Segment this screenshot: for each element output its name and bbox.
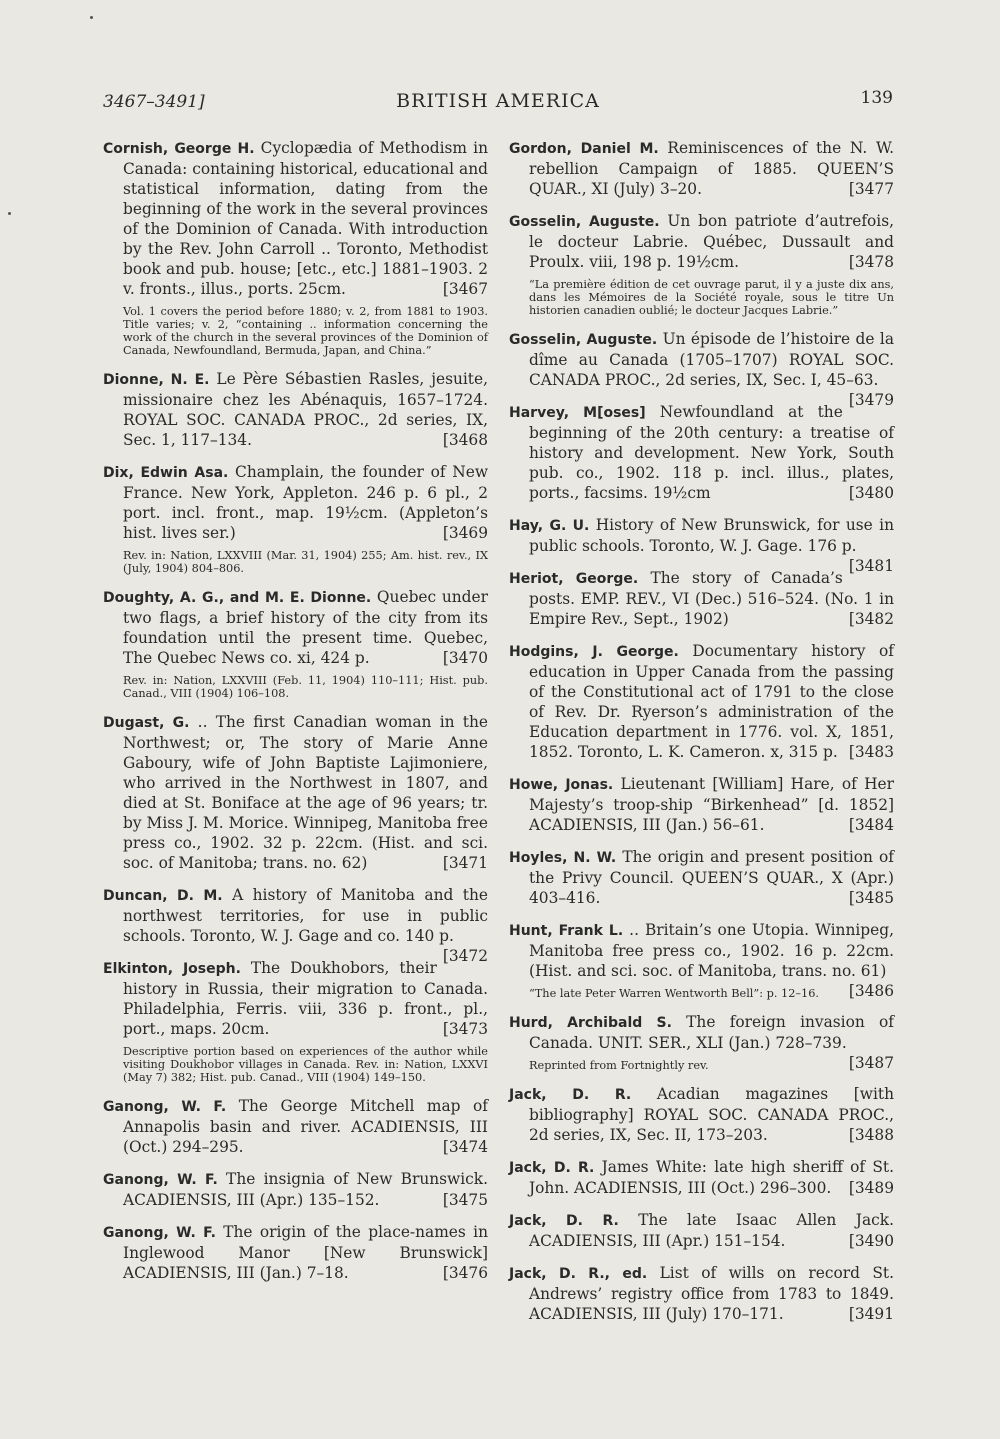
entry-text: List of wills on record St. Andrews’ registry office from 1783 to 1849. ACADIENSIS, III (July) 170–171.	[529, 1264, 894, 1323]
bibliography-entry	[103, 1222, 488, 1283]
entry-author: Hay, G. U.	[509, 518, 590, 534]
entry-number: [3476	[442, 1264, 488, 1282]
entry-text: .. Britain’s one Utopia. Winnipeg, Manitoba free press co., 1902. 16 p. 22cm. (Hist. and sci. soc. of Manitoba, trans. no. 61)	[529, 921, 895, 980]
entry-author: Ganong, W. F.	[103, 1172, 218, 1188]
entry-number: [3475	[442, 1191, 488, 1209]
entry-number: [3486	[848, 982, 894, 1000]
entry-text: Le Père Sébastien Rasles, jesuite, missionaire chez les Abénaquis, 1657–1724. ROYAL SOC. CANADA PROC., 2d series, IX, Sec. 1, 117–134.	[123, 370, 488, 449]
entry-author: Jack, D. R.	[509, 1087, 632, 1103]
entry-number: [3473	[442, 1020, 488, 1038]
entry-author: Howe, Jonas.	[509, 777, 614, 793]
entry-text: Un bon patriote d’autrefois, le docteur Labrie. Québec, Dussault and Proulx. viii, 198 p. 19½cm.	[529, 212, 894, 271]
entry-text: Newfoundland at the beginning of the 20th century: a treatise of history and development. New York, South pub. co., 1902. 118 p. incl. illus., plates, ports., facsims. 19½cm	[529, 403, 894, 502]
bibliography-entry	[509, 1263, 894, 1324]
right-column	[509, 138, 894, 1336]
entry-number: [3470	[442, 649, 488, 667]
bibliography-entry	[103, 138, 488, 299]
entry-text: Un épisode de l’histoire de la dîme au Canada (1705–1707) ROYAL SOC. CANADA PROC., 2d series, IX, Sec. I, 45–63.	[529, 330, 894, 389]
entry-author: Doughty, A. G., and M. E. Dionne.	[103, 590, 372, 606]
entry-text: Champlain, the founder of New France. New York, Appleton. 246 p. 6 pl., 2 port. incl. front., map. 19½cm. (Appleton’s hist. lives ser.)	[123, 463, 489, 542]
entry-text: The Doukhobors, their history in Russia, their migration to Canada. Philadelphia, Ferris. viii, 336 p. front., pl., port., maps. 20cm.	[123, 959, 488, 1038]
entry-author: Duncan, D. M.	[103, 888, 223, 904]
entry-text: James White: late high sheriff of St. John. ACADIENSIS, III (Oct.) 296–300.	[529, 1158, 894, 1197]
running-header	[103, 88, 893, 118]
entry-author: Hoyles, N. W.	[509, 850, 617, 866]
entry-text: Cyclopædia of Methodism in Canada: containing historical, educational and statistical information, dating from the beginning of the work in the several provinces of the Dominion of Canada. With introduction by the Rev. John Carroll .. Toronto, Methodist book and pub. house; [etc., etc.] 1881–1903. 2 v. fronts., illus., ports. 25cm.	[123, 139, 488, 298]
entry-text: The George Mitchell map of Annapolis basin and river. ACADIENSIS, III (Oct.) 294–295.	[123, 1097, 488, 1156]
bibliography-entry	[509, 1210, 894, 1251]
entry-number: [3478	[848, 253, 894, 271]
entry-author: Ganong, W. F.	[103, 1225, 216, 1241]
entry-author: Gosselin, Auguste.	[509, 332, 658, 348]
bibliography-entry	[509, 402, 894, 503]
bibliography-entry	[103, 958, 488, 1039]
entry-text: Reminiscences of the N. W. rebellion Campaign of 1885. QUEEN’S QUAR., XI (July) 3–20.	[529, 139, 894, 198]
paper-speck	[90, 16, 93, 19]
entry-number: [3487	[848, 1054, 894, 1072]
bibliography-entry	[103, 1096, 488, 1157]
entry-number: [3490	[848, 1232, 894, 1250]
entry-author: Jack, D. R.	[509, 1160, 595, 1176]
entry-text: The insignia of New Brunswick. ACADIENSIS, III (Apr.) 135–152.	[123, 1170, 488, 1209]
page-number: 139	[860, 88, 893, 108]
entry-number: [3469	[442, 524, 488, 542]
entry-author: Hunt, Frank L.	[509, 923, 624, 939]
bibliography-entry	[509, 515, 894, 575]
bibliography-entry	[509, 847, 894, 908]
bibliography-entry	[509, 1157, 894, 1198]
entry-author: Jack, D. R., ed.	[509, 1266, 648, 1282]
entry-number: [3491	[848, 1305, 894, 1323]
bibliography-entry	[509, 774, 894, 835]
entry-number: [3468	[442, 431, 488, 449]
entry-author: Gosselin, Auguste.	[509, 214, 660, 230]
bibliography-entry	[509, 211, 894, 272]
entry-number: [3479	[848, 391, 894, 409]
entry-number: [3474	[442, 1138, 488, 1156]
entry-number: [3480	[848, 484, 894, 502]
left-column	[103, 138, 488, 1295]
entry-range: 3467–3491]	[103, 92, 205, 112]
bibliography-entry	[103, 1169, 488, 1210]
entry-note: Vol. 1 covers the period before 1880; v. 2, from 1881 to 1903. Title varies; v. 2, “containing .. information concerning the work of the church in the several provinces of the Dominion of Canada, Newfoundland, Bermuda, Japan, and China.”	[123, 305, 488, 357]
entry-note: Reprinted from Fortnightly rev.	[529, 1059, 709, 1072]
entry-number: [3482	[848, 610, 894, 628]
entry-text: The origin and present position of the Privy Council. QUEEN’S QUAR., X (Apr.) 403–416.	[529, 848, 894, 907]
entry-author: Gordon, Daniel M.	[509, 141, 659, 157]
bibliography-entry	[509, 641, 894, 762]
entry-number: [3471	[442, 854, 488, 872]
entry-text: .. The first Canadian woman in the Northwest; or, The story of Marie Anne Gaboury, wife of John Baptiste Lajimoniere, who arrived in the Northwest in 1807, and died at St. Boniface at the age of 96 years; tr. by Miss J. M. Morice. Winnipeg, Manitoba free press co., 1902. 32 p. 22cm. (Hist. and sci. soc. of Manitoba; trans. no. 62)	[123, 713, 488, 872]
entry-author: Heriot, George.	[509, 571, 639, 587]
bibliography-entry	[509, 329, 894, 409]
entry-number: [3481	[848, 557, 894, 575]
entry-number: [3477	[848, 180, 894, 198]
bibliography-entry	[103, 369, 488, 450]
entry-author: Elkinton, Joseph.	[103, 961, 241, 977]
entry-number: [3485	[848, 889, 894, 907]
entry-text: History of New Brunswick, for use in public schools. Toronto, W. J. Gage. 176 p.	[529, 516, 894, 555]
bibliography-entry	[509, 138, 894, 199]
entry-author: Harvey, M[oses]	[509, 405, 646, 421]
entry-note: “La première édition de cet ouvrage parut, il y a juste dix ans, dans les Mémoires de la Société royale, sous le titre Un historien canadien oublié; le docteur Jacques Labrie.”	[529, 278, 894, 317]
entry-text: Acadian magazines [with bibliography] ROYAL SOC. CANADA PROC., 2d series, IX, Sec. II, 173–203.	[529, 1085, 894, 1144]
entry-author: Ganong, W. F.	[103, 1099, 227, 1115]
bibliography-entry	[103, 712, 488, 873]
entry-note: Rev. in: Nation, LXXVIII (Feb. 11, 1904) 110–111; Hist. pub. Canad., VIII (1904) 106–108.	[123, 674, 488, 700]
entry-number: [3488	[848, 1126, 894, 1144]
entry-author: Dionne, N. E.	[103, 372, 210, 388]
entry-text: Documentary history of education in Upper Canada from the passing of the Constitutional act of 1791 to the close of Rev. Dr. Ryerson’s administration of the Education department in 1776. vol. X, 1851, 1852. Toronto, L. K. Cameron. x, 315 p.	[529, 642, 894, 761]
bibliography-entry	[509, 568, 894, 629]
entry-number: [3472	[442, 947, 488, 965]
entry-author: Hodgins, J. George.	[509, 644, 679, 660]
entry-text: A history of Manitoba and the northwest territories, for use in public schools. Toronto, W. J. Gage and co. 140 p.	[123, 886, 488, 945]
entry-text: Quebec under two flags, a brief history of the city from its foundation until the present time. Quebec, The Quebec News co. xi, 424 p.	[123, 588, 488, 667]
entry-text: The story of Canada’s posts. EMP. REV., VI (Dec.) 516–524. (No. 1 in Empire Rev., Sept., 1902)	[529, 569, 894, 628]
page-title: BRITISH AMERICA	[396, 90, 600, 112]
bibliography-entry	[103, 885, 488, 965]
entry-number: [3467	[442, 280, 488, 298]
entry-number: [3483	[848, 743, 894, 761]
entry-text: The foreign invasion of Canada. UNIT. SER., XLI (Jan.) 728–739.	[529, 1013, 894, 1052]
entry-text: Lieutenant [William] Hare, of Her Majesty’s troop-ship “Birkenhead” [d. 1852] ACADIENSIS, III (Jan.) 56–61.	[529, 775, 894, 834]
entry-author: Cornish, George H.	[103, 141, 255, 157]
entry-note: “The late Peter Warren Wentworth Bell”: p. 12–16.	[529, 987, 819, 1000]
entry-text: The origin of the place-names in Inglewood Manor [New Brunswick] ACADIENSIS, III (Jan.) 7–18.	[123, 1223, 488, 1282]
entry-text: The late Isaac Allen Jack. ACADIENSIS, III (Apr.) 151–154.	[529, 1211, 894, 1250]
bibliography-entry	[103, 462, 488, 543]
bibliography-entry	[509, 1084, 894, 1145]
entry-author: Hurd, Archibald S.	[509, 1015, 672, 1031]
entry-author: Dugast, G.	[103, 715, 190, 731]
entry-note: Descriptive portion based on experiences of the author while visiting Doukhobor villages in Canada. Rev. in: Nation, LXXVI (May 7) 382; Hist. pub. Canad., VIII (1904) 149–150.	[123, 1045, 488, 1084]
bibliography-entry	[103, 587, 488, 668]
entry-number: [3484	[848, 816, 894, 834]
entry-note: Rev. in: Nation, LXXVIII (Mar. 31, 1904) 255; Am. hist. rev., IX (July, 1904) 804–806.	[123, 549, 488, 575]
entry-number: [3489	[848, 1179, 894, 1197]
entry-author: Jack, D. R.	[509, 1213, 619, 1229]
entry-author: Dix, Edwin Asa.	[103, 465, 229, 481]
paper-speck	[8, 212, 11, 215]
